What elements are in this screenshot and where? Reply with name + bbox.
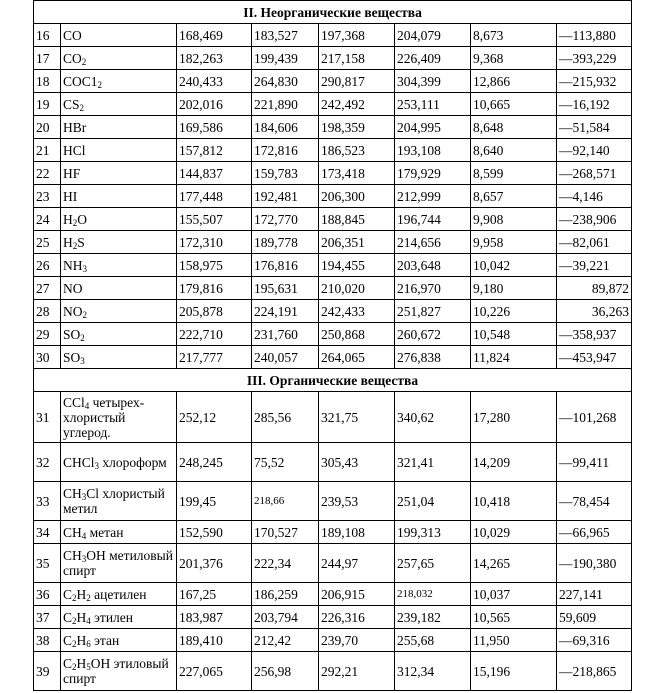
row-number: 22 bbox=[34, 162, 61, 185]
value-col-1: 202,016 bbox=[177, 93, 252, 116]
value-col-3: 239,53 bbox=[319, 482, 395, 521]
value-col-6: —215,932 bbox=[557, 70, 632, 93]
value-col-5: 10,042 bbox=[471, 254, 557, 277]
value-col-3: 173,418 bbox=[319, 162, 395, 185]
value-col-4: 253,111 bbox=[395, 93, 471, 116]
substance-description: этан bbox=[90, 632, 120, 648]
value-col-5: 10,226 bbox=[471, 300, 557, 323]
value-col-1: 252,12 bbox=[177, 392, 252, 443]
row-number: 39 bbox=[34, 652, 61, 691]
value-col-4: 193,108 bbox=[395, 139, 471, 162]
substance-name bbox=[61, 70, 177, 93]
table-row bbox=[34, 392, 632, 443]
substance-name bbox=[61, 629, 177, 652]
thermo-table bbox=[33, 0, 632, 691]
value-col-3: 197,368 bbox=[319, 24, 395, 47]
row-number: 17 bbox=[34, 47, 61, 70]
value-col-6: —78,454 bbox=[557, 482, 632, 521]
substance-name bbox=[61, 544, 177, 583]
value-col-1: 183,987 bbox=[177, 606, 252, 629]
substance-description: метиловый спирт bbox=[63, 548, 173, 578]
substance-name bbox=[61, 583, 177, 606]
value-col-1: 177,448 bbox=[177, 185, 252, 208]
value-col-2: 176,816 bbox=[252, 254, 319, 277]
value-col-5: 10,665 bbox=[471, 93, 557, 116]
formula: $CS_2$ bbox=[63, 96, 85, 113]
value-col-6: —453,947 bbox=[557, 346, 632, 369]
substance-name bbox=[61, 443, 177, 482]
value-col-3: 321,75 bbox=[319, 392, 395, 443]
table-row bbox=[34, 254, 632, 277]
value-col-6: —66,965 bbox=[557, 521, 632, 544]
row-number: 18 bbox=[34, 70, 61, 93]
value-col-4: 239,182 bbox=[395, 606, 471, 629]
formula: $SO_3$ bbox=[63, 349, 85, 366]
value-col-4: 204,995 bbox=[395, 116, 471, 139]
value-col-3: 290,817 bbox=[319, 70, 395, 93]
formula: CCl$_4$ bbox=[63, 394, 90, 411]
value-col-4: 312,34 bbox=[395, 652, 471, 691]
value-col-5: 8,640 bbox=[471, 139, 557, 162]
value-col-2: 172,816 bbox=[252, 139, 319, 162]
value-col-4: 203,648 bbox=[395, 254, 471, 277]
value-col-4: 260,672 bbox=[395, 323, 471, 346]
value-col-2: 195,631 bbox=[252, 277, 319, 300]
value-col-2: 203,794 bbox=[252, 606, 319, 629]
value-col-3: 226,316 bbox=[319, 606, 395, 629]
value-col-1: 205,878 bbox=[177, 300, 252, 323]
row-number: 28 bbox=[34, 300, 61, 323]
substance-name bbox=[61, 606, 177, 629]
substance-description: этиловый спирт bbox=[63, 656, 169, 686]
value-col-3: 206,300 bbox=[319, 185, 395, 208]
value-col-2: 264,830 bbox=[252, 70, 319, 93]
row-number: 30 bbox=[34, 346, 61, 369]
value-col-1: 155,507 bbox=[177, 208, 252, 231]
row-number: 31 bbox=[34, 392, 61, 443]
value-col-5: 9,908 bbox=[471, 208, 557, 231]
value-col-4: 255,68 bbox=[395, 629, 471, 652]
value-col-6: 227,141 bbox=[557, 583, 632, 606]
row-number: 27 bbox=[34, 277, 61, 300]
value-col-6: —358,937 bbox=[557, 323, 632, 346]
value-col-1: 182,263 bbox=[177, 47, 252, 70]
value-col-3: 206,351 bbox=[319, 231, 395, 254]
row-number: 37 bbox=[34, 606, 61, 629]
row-number: 23 bbox=[34, 185, 61, 208]
substance-name bbox=[61, 139, 177, 162]
value-col-3: 189,108 bbox=[319, 521, 395, 544]
value-col-4: 218,032 bbox=[395, 583, 471, 606]
value-col-1: 169,586 bbox=[177, 116, 252, 139]
value-col-2: 189,778 bbox=[252, 231, 319, 254]
value-col-2: 170,527 bbox=[252, 521, 319, 544]
value-col-5: 11,824 bbox=[471, 346, 557, 369]
value-col-1: 240,433 bbox=[177, 70, 252, 93]
value-col-5: 8,657 bbox=[471, 185, 557, 208]
substance-name bbox=[61, 24, 177, 47]
value-col-2: 222,34 bbox=[252, 544, 319, 583]
value-col-2: 256,98 bbox=[252, 652, 319, 691]
formula: $C_2H_2$ bbox=[63, 586, 91, 603]
value-col-1: 227,065 bbox=[177, 652, 252, 691]
substance-name bbox=[61, 47, 177, 70]
value-col-5: 15,196 bbox=[471, 652, 557, 691]
table-row bbox=[34, 443, 632, 482]
value-col-6: —51,584 bbox=[557, 116, 632, 139]
value-col-1: 217,777 bbox=[177, 346, 252, 369]
value-col-4: 276,838 bbox=[395, 346, 471, 369]
table-row bbox=[34, 652, 632, 691]
value-col-3: 244,97 bbox=[319, 544, 395, 583]
substance-name bbox=[61, 323, 177, 346]
value-col-6: —39,221 bbox=[557, 254, 632, 277]
value-col-2: 199,439 bbox=[252, 47, 319, 70]
table-row bbox=[34, 70, 632, 93]
value-col-6: —238,906 bbox=[557, 208, 632, 231]
row-number: 21 bbox=[34, 139, 61, 162]
table-row bbox=[34, 47, 632, 70]
row-number: 25 bbox=[34, 231, 61, 254]
table-row bbox=[34, 323, 632, 346]
value-col-2: 184,606 bbox=[252, 116, 319, 139]
table-row bbox=[34, 277, 632, 300]
value-col-2: 75,52 bbox=[252, 443, 319, 482]
formula: $SO_2$ bbox=[63, 326, 85, 343]
formula: $CH_3OH$ bbox=[63, 548, 106, 564]
formula: NO bbox=[63, 280, 83, 296]
value-col-4: 340,62 bbox=[395, 392, 471, 443]
substance-name bbox=[61, 185, 177, 208]
value-col-3: 217,158 bbox=[319, 47, 395, 70]
value-col-2: 231,760 bbox=[252, 323, 319, 346]
value-col-6: —16,192 bbox=[557, 93, 632, 116]
substance-name bbox=[61, 277, 177, 300]
value-col-4: 214,656 bbox=[395, 231, 471, 254]
section-title: III. Органические вещества bbox=[34, 369, 632, 392]
row-number: 32 bbox=[34, 443, 61, 482]
substance-description: четырех-хлористый углерод. bbox=[63, 394, 145, 440]
substance-name bbox=[61, 392, 177, 443]
table-row bbox=[34, 606, 632, 629]
row-number: 24 bbox=[34, 208, 61, 231]
value-col-4: 251,827 bbox=[395, 300, 471, 323]
value-col-3: 186,523 bbox=[319, 139, 395, 162]
formula: $NH_3$ bbox=[63, 257, 87, 274]
value-col-2: 212,42 bbox=[252, 629, 319, 652]
table-row bbox=[34, 482, 632, 521]
row-number: 29 bbox=[34, 323, 61, 346]
value-col-2: 221,890 bbox=[252, 93, 319, 116]
substance-description: хлороформ bbox=[99, 454, 167, 470]
table-row bbox=[34, 583, 632, 606]
table-row bbox=[34, 185, 632, 208]
value-col-1: 158,975 bbox=[177, 254, 252, 277]
substance-name bbox=[61, 208, 177, 231]
value-col-3: 242,492 bbox=[319, 93, 395, 116]
substance-name bbox=[61, 300, 177, 323]
formula: $C_2H_5OH$ bbox=[63, 656, 111, 672]
value-col-3: 210,020 bbox=[319, 277, 395, 300]
value-col-2: 183,527 bbox=[252, 24, 319, 47]
formula: HBr bbox=[63, 119, 87, 135]
value-col-5: 17,280 bbox=[471, 392, 557, 443]
value-col-5: 10,548 bbox=[471, 323, 557, 346]
substance-name bbox=[61, 254, 177, 277]
substance-name bbox=[61, 162, 177, 185]
formula: $CO_2$ bbox=[63, 50, 87, 67]
value-col-3: 194,455 bbox=[319, 254, 395, 277]
value-col-6: —69,316 bbox=[557, 629, 632, 652]
value-col-5: 12,866 bbox=[471, 70, 557, 93]
value-col-4: 196,744 bbox=[395, 208, 471, 231]
value-col-6: —4,146 bbox=[557, 185, 632, 208]
substance-description: метан bbox=[86, 524, 124, 540]
table-row bbox=[34, 521, 632, 544]
value-col-1: 201,376 bbox=[177, 544, 252, 583]
value-col-1: 157,812 bbox=[177, 139, 252, 162]
value-col-1: 152,590 bbox=[177, 521, 252, 544]
value-col-4: 304,399 bbox=[395, 70, 471, 93]
table-row bbox=[34, 300, 632, 323]
value-col-6: 59,609 bbox=[557, 606, 632, 629]
row-number: 35 bbox=[34, 544, 61, 583]
value-col-1: 179,816 bbox=[177, 277, 252, 300]
value-col-6: —113,880 bbox=[557, 24, 632, 47]
value-col-6: 36,263 bbox=[557, 300, 632, 323]
value-col-2: 186,259 bbox=[252, 583, 319, 606]
value-col-5: 8,648 bbox=[471, 116, 557, 139]
value-col-1: 168,469 bbox=[177, 24, 252, 47]
value-col-6: —99,411 bbox=[557, 443, 632, 482]
value-col-3: 264,065 bbox=[319, 346, 395, 369]
value-col-5: 9,180 bbox=[471, 277, 557, 300]
row-number: 20 bbox=[34, 116, 61, 139]
formula: $CH_3Cl$ bbox=[63, 486, 100, 502]
table-row bbox=[34, 116, 632, 139]
value-col-3: 239,70 bbox=[319, 629, 395, 652]
row-number: 19 bbox=[34, 93, 61, 116]
table-row bbox=[34, 162, 632, 185]
value-col-6: —218,865 bbox=[557, 652, 632, 691]
substance-description: этилен bbox=[90, 609, 134, 625]
value-col-6: —101,268 bbox=[557, 392, 632, 443]
row-number: 26 bbox=[34, 254, 61, 277]
value-col-5: 10,037 bbox=[471, 583, 557, 606]
value-col-3: 206,915 bbox=[319, 583, 395, 606]
value-col-2: 192,481 bbox=[252, 185, 319, 208]
value-col-5: 14,209 bbox=[471, 443, 557, 482]
value-col-4: 257,65 bbox=[395, 544, 471, 583]
value-col-5: 14,265 bbox=[471, 544, 557, 583]
substance-description: хлористый метил bbox=[63, 486, 165, 516]
value-col-3: 305,43 bbox=[319, 443, 395, 482]
formula: HF bbox=[63, 165, 81, 181]
formula: $CH_4$ bbox=[63, 524, 87, 541]
value-col-5: 11,950 bbox=[471, 629, 557, 652]
value-col-3: 292,21 bbox=[319, 652, 395, 691]
substance-name bbox=[61, 231, 177, 254]
value-col-6: —82,061 bbox=[557, 231, 632, 254]
value-col-2: 172,770 bbox=[252, 208, 319, 231]
formula: CHCl$_3$ bbox=[63, 454, 100, 471]
value-col-1: 167,25 bbox=[177, 583, 252, 606]
substance-name bbox=[61, 93, 177, 116]
section-header-organic bbox=[34, 369, 632, 392]
value-col-5: 9,368 bbox=[471, 47, 557, 70]
row-number: 33 bbox=[34, 482, 61, 521]
value-col-5: 10,029 bbox=[471, 521, 557, 544]
formula: $COC1_2$ bbox=[63, 73, 103, 90]
table-row bbox=[34, 231, 632, 254]
value-col-1: 199,45 bbox=[177, 482, 252, 521]
table-row bbox=[34, 208, 632, 231]
table-row bbox=[34, 346, 632, 369]
row-number: 34 bbox=[34, 521, 61, 544]
value-col-3: 250,868 bbox=[319, 323, 395, 346]
table-row bbox=[34, 629, 632, 652]
value-col-3: 242,433 bbox=[319, 300, 395, 323]
value-col-5: 8,673 bbox=[471, 24, 557, 47]
value-col-4: 251,04 bbox=[395, 482, 471, 521]
table-row bbox=[34, 544, 632, 583]
formula: HI bbox=[63, 188, 78, 204]
row-number: 16 bbox=[34, 24, 61, 47]
substance-description: ацетилен bbox=[90, 586, 147, 602]
row-number: 38 bbox=[34, 629, 61, 652]
value-col-5: 8,599 bbox=[471, 162, 557, 185]
value-col-4: 199,313 bbox=[395, 521, 471, 544]
section-title: II. Неорганические вещества bbox=[34, 1, 632, 24]
value-col-4: 212,999 bbox=[395, 185, 471, 208]
section-header-inorganic bbox=[34, 1, 632, 24]
substance-name bbox=[61, 482, 177, 521]
value-col-6: —393,229 bbox=[557, 47, 632, 70]
row-number: 36 bbox=[34, 583, 61, 606]
formula: $C_2H_6$ bbox=[63, 632, 91, 649]
formula: $H_2S$ bbox=[63, 234, 85, 251]
value-col-6: 89,872 bbox=[557, 277, 632, 300]
value-col-6: —92,140 bbox=[557, 139, 632, 162]
formula: CO bbox=[63, 27, 82, 43]
value-col-4: 179,929 bbox=[395, 162, 471, 185]
value-col-2: 224,191 bbox=[252, 300, 319, 323]
value-col-3: 198,359 bbox=[319, 116, 395, 139]
substance-name bbox=[61, 346, 177, 369]
value-col-2: 240,057 bbox=[252, 346, 319, 369]
value-col-6: —268,571 bbox=[557, 162, 632, 185]
value-col-2: 218,66 bbox=[252, 482, 319, 521]
value-col-4: 216,970 bbox=[395, 277, 471, 300]
value-col-1: 222,710 bbox=[177, 323, 252, 346]
value-col-4: 226,409 bbox=[395, 47, 471, 70]
value-col-1: 144,837 bbox=[177, 162, 252, 185]
substance-name bbox=[61, 116, 177, 139]
value-col-4: 204,079 bbox=[395, 24, 471, 47]
value-col-6: —190,380 bbox=[557, 544, 632, 583]
formula: $NO_2$ bbox=[63, 303, 87, 320]
formula: HCl bbox=[63, 142, 86, 158]
value-col-4: 321,41 bbox=[395, 443, 471, 482]
value-col-1: 172,310 bbox=[177, 231, 252, 254]
formula: $H_2O$ bbox=[63, 211, 87, 228]
table-row bbox=[34, 139, 632, 162]
table-row bbox=[34, 24, 632, 47]
value-col-3: 188,845 bbox=[319, 208, 395, 231]
substance-name bbox=[61, 521, 177, 544]
value-col-2: 159,783 bbox=[252, 162, 319, 185]
value-col-2: 285,56 bbox=[252, 392, 319, 443]
value-col-1: 248,245 bbox=[177, 443, 252, 482]
value-col-5: 9,958 bbox=[471, 231, 557, 254]
value-col-5: 10,565 bbox=[471, 606, 557, 629]
value-col-5: 10,418 bbox=[471, 482, 557, 521]
formula: $C_2H_4$ bbox=[63, 609, 91, 626]
value-col-1: 189,410 bbox=[177, 629, 252, 652]
substance-name bbox=[61, 652, 177, 691]
table-row bbox=[34, 93, 632, 116]
